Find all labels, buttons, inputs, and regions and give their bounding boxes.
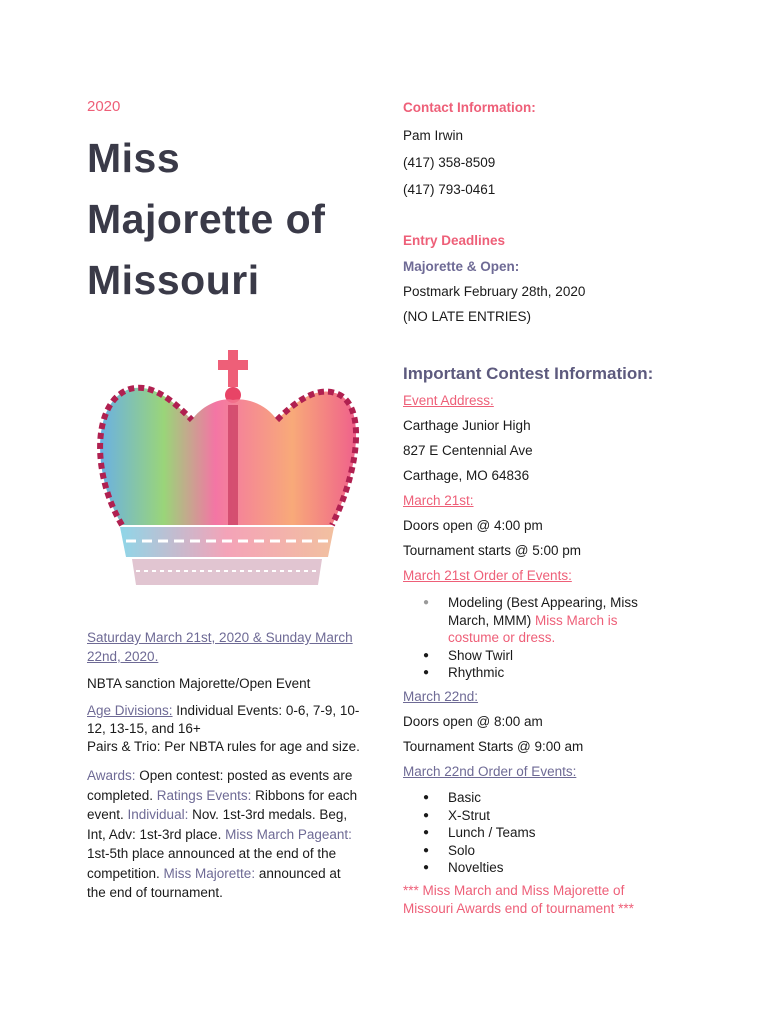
no-late-entries: (NO LATE ENTRIES) [403,309,532,324]
page-title: Miss Majorette of Missouri [87,135,326,303]
majorette-label: Miss Majorette: [163,865,256,881]
phone-2: (417) 793-0461 [403,182,496,197]
pairs-trio-text: Pairs & Trio: Per NBTA rules for age and size. [87,739,360,754]
deadline-header: Entry Deadlines [403,233,506,248]
event-dates: Saturday March 21st, 2020 & Sunday March 22nd, 2020. [87,630,353,664]
march22-event-list [403,789,536,877]
march22-doors: Doors open @ 8:00 am [403,714,543,729]
age-divisions-label: Age Divisions: [87,703,173,718]
march21-header: March 21st: [403,493,474,508]
march21-event-list [403,594,663,682]
address-line-2: 827 E Centennial Ave [403,443,533,458]
march21-doors: Doors open @ 4:00 pm [403,518,543,533]
march21-order-header: March 21st Order of Events: [403,568,572,583]
ratings-text: Ribbons for each event. [87,787,358,822]
list-item: ● X-Strut [403,807,536,825]
march22-header: March 22nd: [403,689,479,704]
phone-1: (417) 358-8509 [403,155,496,170]
year-label: 2020 [87,98,121,115]
postmark-text: Postmark February 28th, 2020 [403,284,586,299]
address-line-1: Carthage Junior High [403,418,531,433]
contact-header: Contact Information: [403,100,536,115]
age-divisions [87,702,367,756]
closing-note: *** Miss March and Miss Majorette of Missouri Awards end of tournament *** [403,883,634,916]
list-item: ● Rhythmic [403,664,663,682]
address-line-3: Carthage, MO 64836 [403,468,530,483]
list-item: ● Lunch / Teams [403,824,536,842]
awards-label: Awards: [87,768,136,783]
list-item: ● Show Twirl [403,647,663,665]
majorette-text: announced at the end of tournament. [87,865,341,900]
individual-text: Nov. 1st-3rd medals. Beg, Int, Adv: 1st-3rd place. [87,807,348,842]
sanction-text: NBTA sanction Majorette/Open Event [87,676,311,691]
important-info-title: Important Contest Information: [403,364,654,383]
contact-name: Pam Irwin [403,128,464,143]
list-item: ● Solo [403,842,536,860]
march22-start: Tournament Starts @ 9:00 am [403,739,584,754]
list-item: ● Modeling (Best Appearing, Miss March, MMM) Miss March is costume or dress. [403,594,663,647]
awards-text: Open contest: posted as events are completed. [87,768,353,803]
pageant-text: 1st-5th place announced at the end of the competition. [87,846,337,881]
age-divisions-text: Individual Events: 0-6, 7-9, 10-12, 13-15, and 16+ [87,703,360,736]
awards-paragraph [87,766,362,903]
list-item: ● Basic [403,789,536,807]
pageant-label: Miss March Pageant: [225,826,352,842]
crown-illustration [82,345,364,593]
ratings-label: Ratings Events: [156,787,252,803]
march22-order-header: March 22nd Order of Events: [403,764,577,779]
deadline-subheader: Majorette & Open: [403,259,520,274]
individual-label: Individual: [127,807,189,822]
list-item: ● Novelties [403,859,536,877]
address-header: Event Address: [403,393,494,408]
march21-start: Tournament starts @ 5:00 pm [403,543,582,558]
